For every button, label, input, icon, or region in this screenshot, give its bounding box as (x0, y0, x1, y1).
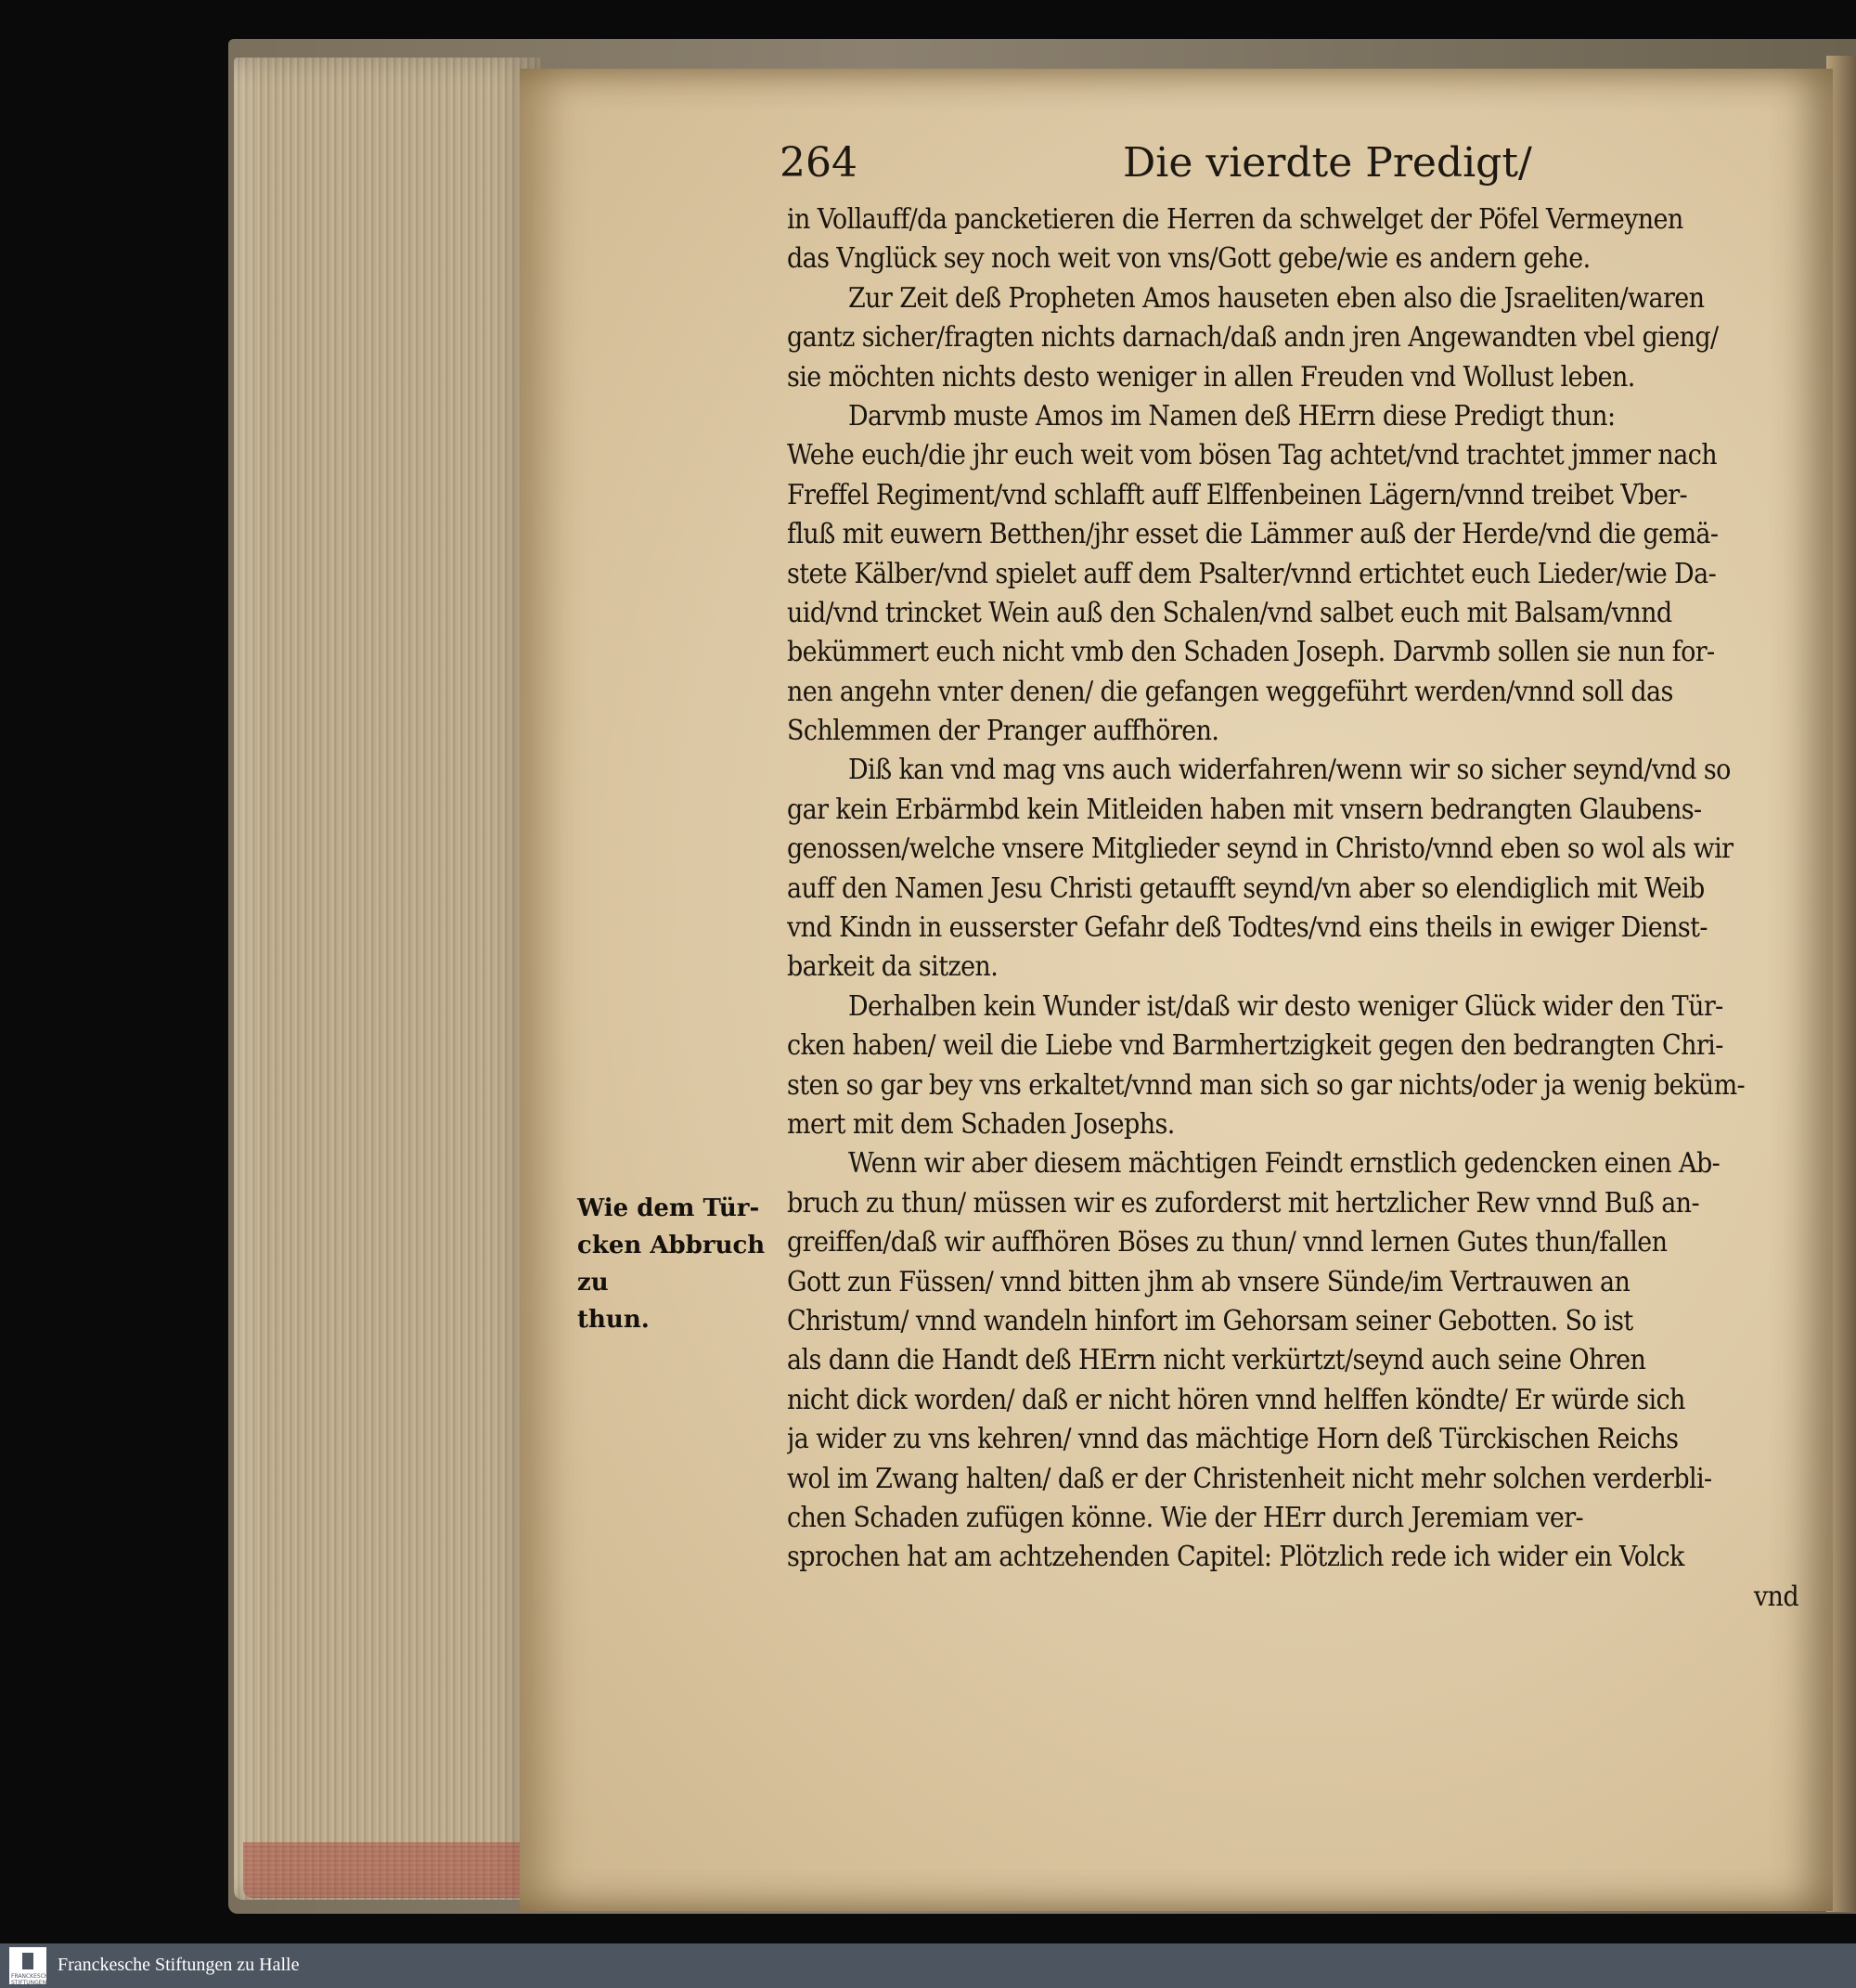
text-line: mert mit dem Schaden Josephs. (787, 1107, 1175, 1141)
text-line: Zur Zeit deß Propheten Amos hauseten eben also die Jsraeliten/waren (848, 281, 1705, 315)
text-line: vnd Kindn in eusserster Gefahr deß Todtes/vnd eins theils in ewiger Dienst- (787, 911, 1708, 945)
institution-name: Franckesche Stiftungen zu Halle (58, 1955, 300, 1975)
text-line: cken haben/ weil die Liebe vnd Barmhertzigkeit gegen den bedrangten Chri- (787, 1029, 1723, 1063)
text-line: gar kein Erbärmbd kein Mitleiden haben mit vnsern bedrangten Glaubens- (787, 793, 1702, 826)
text-line: sprochen hat am achtzehenden Capitel: Plötzlich rede ich wider ein Volck (787, 1541, 1684, 1574)
book-edge-red-stain (243, 1842, 540, 1898)
text-line: wol im Zwang halten/ daß er der Christenheit nicht mehr solchen verderbli- (787, 1462, 1712, 1495)
text-line: uid/vnd trincket Wein auß den Schalen/vnd salbet euch mit Balsam/vnnd (787, 596, 1672, 629)
logo-caption: FRANCKESCHE STIFTUNGEN (11, 1973, 53, 1986)
text-line: in Vollauff/da pancketieren die Herren da schwelget der Pöfel Vermeynen (787, 203, 1683, 236)
text-line: Darvmb muste Amos im Namen deß HErrn diese Predigt thun: (848, 399, 1616, 432)
footer-bar (0, 1943, 1856, 1988)
text-line: stete Kälber/vnd spielet auff dem Psalter/vnnd ertichtet euch Lieder/wie Da- (787, 557, 1717, 590)
institution-logo-icon (9, 1947, 53, 1986)
page-number: 264 (780, 139, 857, 187)
marginal-note-line: cken Abbruch zu (577, 1232, 766, 1297)
page-header (780, 139, 1800, 195)
text-line: Schlemmen der Pranger auffhören. (787, 715, 1219, 748)
text-line: Diß kan vnd mag vns auch widerfahren/wenn wir so sicher seynd/vnd so (848, 754, 1731, 787)
text-line: genossen/welche vnsere Mitglieder seynd in Christo/vnnd eben so wol als wir (787, 833, 1734, 866)
text-line: das Vnglück sey noch weit von vns/Gott gebe/wie es andern gehe. (787, 242, 1591, 276)
text-line: Freffel Regiment/vnd schlafft auff Elffenbeinen Lägern/vnnd treibet Vber- (787, 478, 1688, 511)
book-fore-edge (234, 58, 540, 1900)
marginal-note (577, 1190, 781, 1338)
text-line: sie möchten nichts desto weniger in allen Freuden vnd Wollust leben. (787, 360, 1635, 394)
text-line: Wehe euch/die jhr euch weit vom bösen Tag achtet/vnd trachtet jmmer nach (787, 439, 1717, 472)
marginal-note-line: Wie dem Tür- (577, 1194, 760, 1222)
text-line: ja wider zu vns kehren/ vnnd das mächtige Horn deß Türckischen Reichs (787, 1423, 1679, 1456)
text-line: gantz sicher/fragten nichts darnach/daß andn jren Angewandten vbel gieng/ (787, 321, 1719, 355)
text-line: greiffen/daß wir auffhören Böses zu thun/ vnnd lernen Gutes thun/fallen (787, 1226, 1668, 1259)
text-line: auff den Namen Jesu Christi getaufft seynd/vn aber so elendiglich mit Weib (787, 871, 1705, 905)
text-line: fluß mit euwern Betthen/jhr esset die Lämmer auß der Herde/vnd die gemä- (787, 518, 1719, 551)
text-line: Gott zun Füssen/ vnnd bitten jhm ab vnsere Sünde/im Vertrauwen an (787, 1265, 1630, 1298)
text-line: bruch zu thun/ müssen wir es zuforderst mit hertzlicher Rew vnnd Buß an- (787, 1186, 1699, 1220)
text-line: bekümmert euch nicht vmb den Schaden Joseph. Darvmb sollen sie nun for- (787, 636, 1715, 669)
text-line: barkeit da sitzen. (787, 950, 999, 984)
marginal-note-line: thun. (577, 1306, 650, 1334)
text-line: sten so gar bey vns erkaltet/vnnd man sich so gar nichts/oder ja wenig beküm- (787, 1068, 1746, 1102)
text-line: nicht dick worden/ daß er nicht hören vnnd helffen köndte/ Er würde sich (787, 1383, 1685, 1416)
body-text (787, 200, 1798, 1617)
running-title: Die vierdte Predigt/ (1123, 139, 1532, 187)
text-line: Wenn wir aber diesem mächtigen Feindt ernstlich gedencken einen Ab- (848, 1147, 1721, 1181)
text-line: als dann die Handt deß HErrn nicht verkürtzt/seynd auch seine Ohren (787, 1344, 1646, 1377)
text-line: chen Schaden zufügen könne. Wie der HErr durch Jeremiam ver- (787, 1501, 1584, 1534)
text-line: Derhalben kein Wunder ist/daß wir desto weniger Glück wider den Tür- (848, 989, 1723, 1023)
catchword: vnd (1753, 1580, 1798, 1613)
text-line: nen angehn vnter denen/ die gefangen weggeführt werden/vnnd soll das (787, 675, 1673, 708)
text-line: Christum/ vnnd wandeln hinfort im Gehorsam seiner Gebotten. So ist (787, 1304, 1633, 1337)
